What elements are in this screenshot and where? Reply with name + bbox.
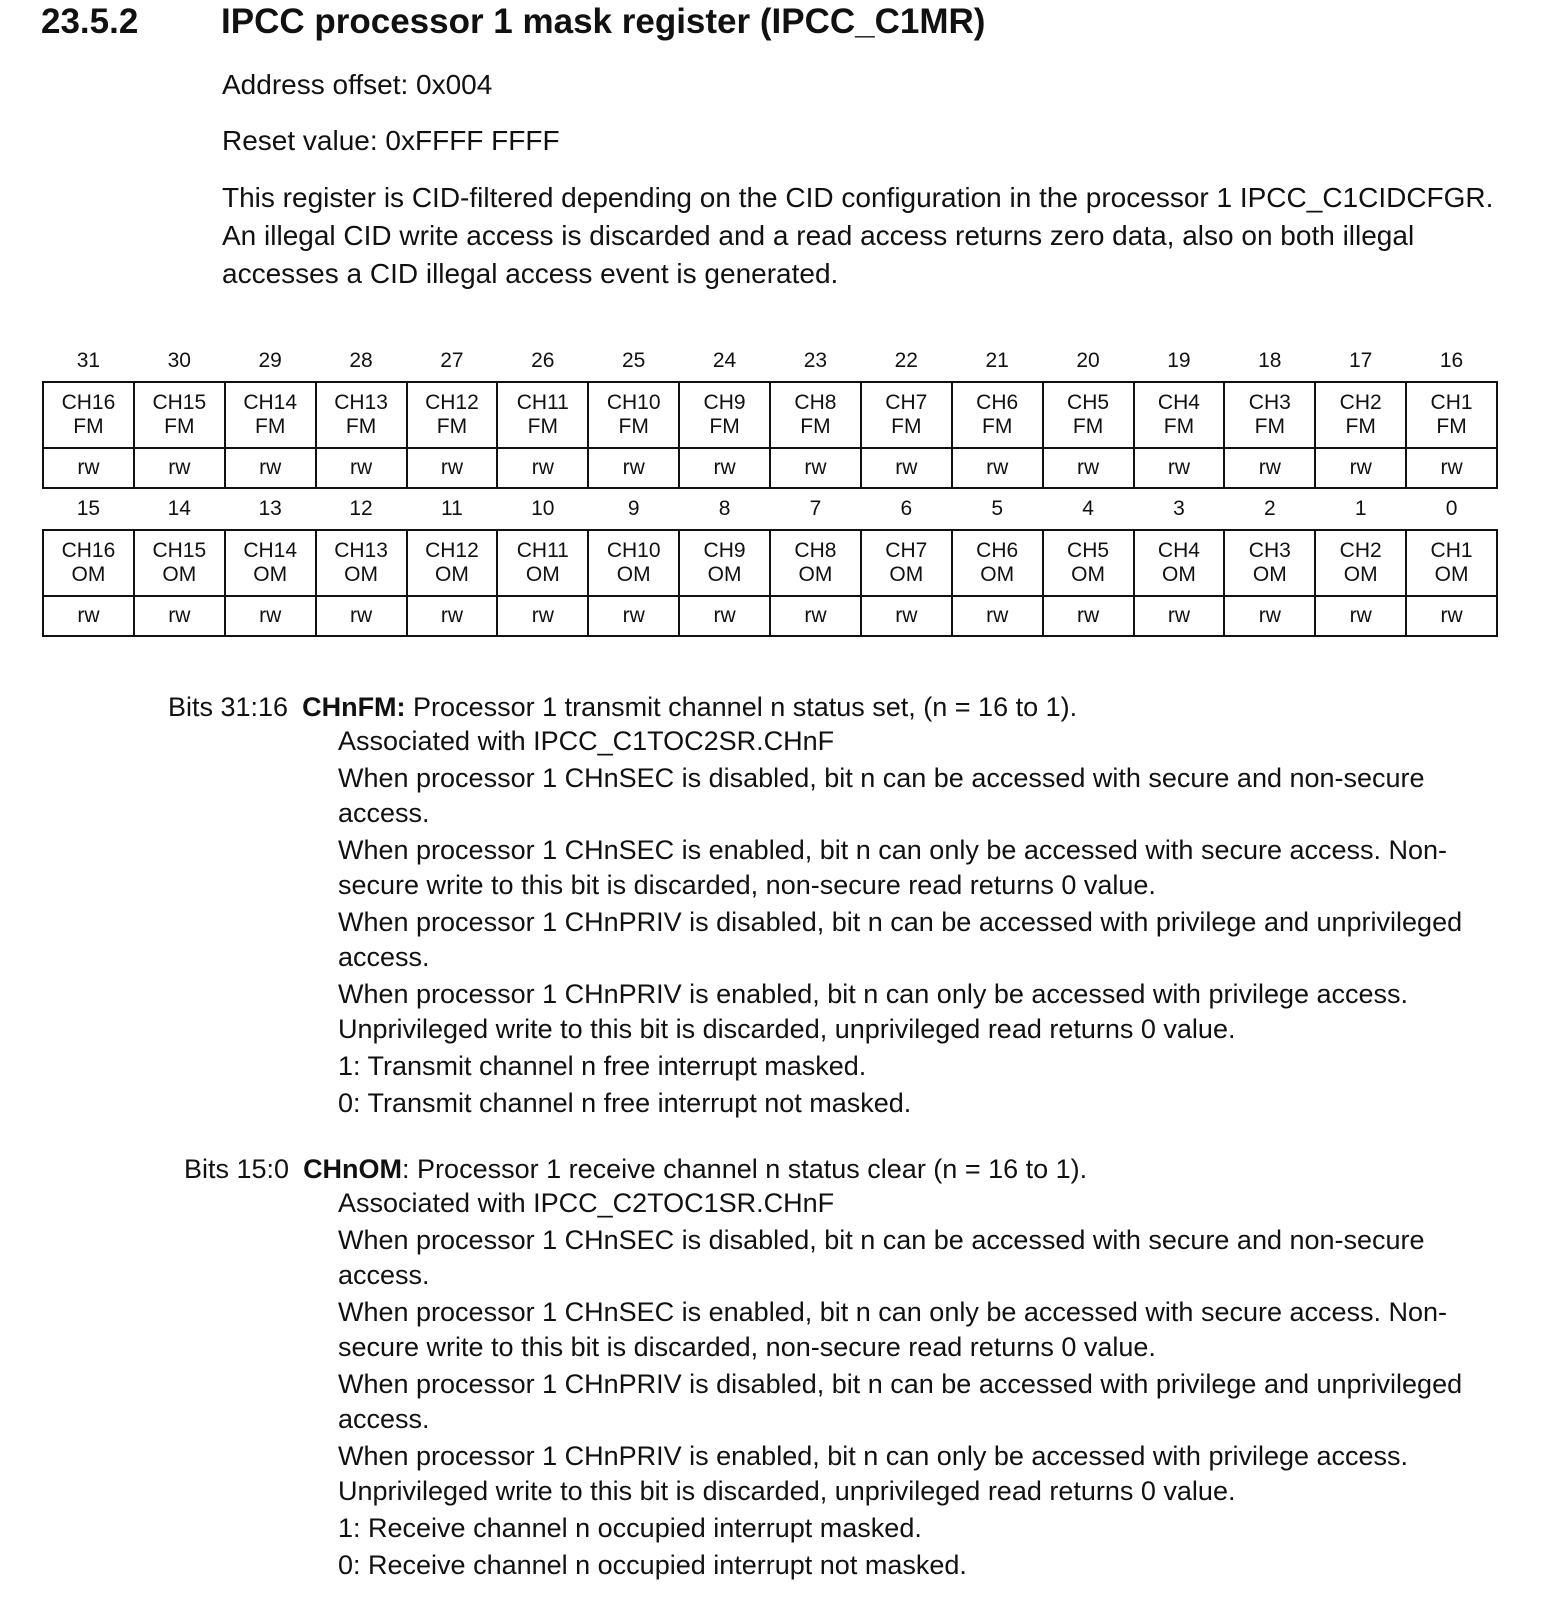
field-suffix: OM: [71, 563, 106, 586]
field-cell: [770, 382, 861, 448]
bit-number: 13: [258, 497, 282, 520]
field-cell: [43, 382, 134, 448]
access-type: rw: [1406, 596, 1497, 636]
field-channel: CH4: [1157, 391, 1200, 414]
bit-number: 9: [627, 497, 640, 520]
field-channel: CH10: [606, 391, 661, 414]
access-row: [43, 596, 1497, 636]
field-cell: [952, 382, 1043, 448]
bit-number: 10: [531, 497, 555, 520]
bit-number: 8: [718, 497, 731, 520]
field-channel: CH2: [1339, 391, 1382, 414]
access-type: rw: [134, 448, 225, 488]
field-cell: [1043, 382, 1134, 448]
access-type: rw: [679, 596, 770, 636]
section-title: IPCC processor 1 mask register (IPCC_C1MR): [221, 2, 986, 41]
field-cell: [679, 382, 770, 448]
field-suffix: OM: [889, 563, 924, 586]
field-channel: CH12: [425, 391, 479, 414]
field-suffix: FM: [709, 415, 740, 438]
field-cell: [1315, 382, 1406, 448]
field-suffix: FM: [618, 415, 649, 438]
bits-range: Bits 31:16: [168, 692, 289, 722]
field-suffix: OM: [525, 563, 560, 586]
field-cell: [316, 530, 407, 596]
field-suffix: FM: [982, 415, 1013, 438]
access-type: rw: [1043, 448, 1134, 488]
detail-line: Associated with IPCC_C2TOC1SR.CHnF: [338, 1188, 835, 1218]
field-cell: [134, 382, 225, 448]
field-channel: CH15: [152, 391, 207, 414]
field-cell: [316, 382, 407, 448]
bit-number: 19: [1167, 349, 1191, 372]
bit-number: 6: [900, 497, 913, 520]
field-cell: [1043, 530, 1134, 596]
field-suffix: FM: [255, 415, 286, 438]
field-suffix: OM: [707, 563, 742, 586]
access-row: [43, 448, 1497, 488]
access-type: rw: [952, 596, 1043, 636]
field-suffix: FM: [1345, 415, 1376, 438]
access-type: rw: [316, 448, 407, 488]
field-suffix: OM: [798, 563, 833, 586]
field-cell: [1406, 382, 1497, 448]
field-channel: CH10: [606, 539, 661, 562]
access-type: rw: [43, 448, 134, 488]
field-channel: CH1: [1430, 539, 1473, 562]
bit-number: 18: [1258, 349, 1282, 372]
field-cell: [497, 382, 588, 448]
field-suffix: FM: [527, 415, 558, 438]
access-type: rw: [952, 448, 1043, 488]
field-channel: CH3: [1248, 391, 1291, 414]
address-offset: Address offset: 0x004: [222, 69, 493, 100]
detail-line: 1: Receive channel n occupied interrupt masked.: [338, 1513, 922, 1543]
field-channel: CH1: [1430, 391, 1473, 414]
field-suffix: OM: [1252, 563, 1287, 586]
detail-line: When processor 1 CHnSEC is enabled, bit n can only be accessed with secure access. Non-secure write to this bit is discarded, non-secure read returns 0 value.: [338, 835, 1448, 900]
field-channel: CH3: [1248, 539, 1291, 562]
field-suffix: FM: [1254, 415, 1285, 438]
bit-number: 25: [622, 349, 646, 372]
field-cell: [1224, 382, 1315, 448]
access-type: rw: [1134, 596, 1225, 636]
field-summary: : Processor 1 receive channel n status clear (n = 16 to 1).: [402, 1154, 1088, 1184]
field-cell: [1315, 530, 1406, 596]
field-suffix: FM: [164, 415, 195, 438]
field-channel: CH9: [703, 539, 746, 562]
bit-number: 20: [1076, 349, 1100, 372]
section-number: 23.5.2: [41, 2, 139, 41]
bit-number: 0: [1445, 497, 1458, 520]
register-description: This register is CID-filtered depending on the CID configuration in the processor 1 IPCC_C1CIDCFGR. An illegal CID write access is discarded and a read access returns zero data, also on both illegal accesses a CID illegal access event is generated.: [222, 182, 1494, 289]
field-channel: CH8: [794, 391, 837, 414]
field-suffix: FM: [1436, 415, 1467, 438]
detail-line: When processor 1 CHnPRIV is disabled, bit n can be accessed with privilege and unprivileged access.: [338, 907, 1463, 972]
field-name: CHnFM:: [302, 692, 406, 722]
bit-number: 28: [349, 349, 373, 372]
field-channel: CH11: [516, 539, 569, 562]
detail-line: When processor 1 CHnSEC is enabled, bit n can only be accessed with secure access. Non-secure write to this bit is discarded, non-secure read returns 0 value.: [338, 1297, 1448, 1362]
bit-number: 24: [712, 349, 737, 372]
field-cell: [407, 530, 498, 596]
field-cell: [225, 382, 316, 448]
access-type: rw: [497, 596, 588, 636]
field-cell: [134, 530, 225, 596]
bit-number-row: [43, 341, 1497, 382]
bit-number: 29: [258, 349, 282, 372]
field-channel: CH6: [976, 539, 1019, 562]
bits-15-0-header: [184, 1152, 1087, 1186]
field-suffix: FM: [345, 415, 377, 438]
access-type: rw: [679, 448, 770, 488]
access-type: rw: [770, 596, 861, 636]
field-channel: CH2: [1339, 539, 1382, 562]
bit-number: 2: [1263, 497, 1276, 520]
detail-line: When processor 1 CHnPRIV is enabled, bit n can only be accessed with privilege access. Unprivileged write to this bit is discarded, unprivileged read returns 0 value.: [338, 979, 1409, 1044]
field-suffix: OM: [1343, 563, 1378, 586]
field-cell: [679, 530, 770, 596]
field-suffix: FM: [436, 415, 468, 438]
field-cell: [1406, 530, 1497, 596]
access-type: rw: [1315, 596, 1406, 636]
field-name-row: [43, 382, 1497, 448]
field-suffix: OM: [1434, 563, 1469, 586]
access-type: rw: [134, 596, 225, 636]
detail-line: When processor 1 CHnSEC is disabled, bit n can be accessed with secure and non-secure access.: [338, 763, 1425, 828]
detail-line: When processor 1 CHnSEC is disabled, bit n can be accessed with secure and non-secure access.: [338, 1225, 1425, 1290]
detail-line: 0: Transmit channel n free interrupt not masked.: [338, 1088, 912, 1118]
bit-number: 22: [894, 349, 918, 372]
field-cell: [588, 530, 679, 596]
bit-number-row: [43, 488, 1497, 530]
field-channel: CH16: [61, 539, 116, 562]
access-type: rw: [497, 448, 588, 488]
field-suffix: OM: [435, 563, 469, 586]
field-channel: CH12: [425, 539, 479, 562]
bits-range: Bits 15:0: [184, 1154, 290, 1184]
access-type: rw: [225, 448, 316, 488]
field-summary: Processor 1 transmit channel n status set, (n = 16 to 1).: [405, 692, 1078, 722]
detail-line: 0: Receive channel n occupied interrupt not masked.: [338, 1550, 967, 1580]
access-type: rw: [1224, 596, 1315, 636]
bit-number: 23: [803, 349, 828, 372]
field-cell: [1134, 530, 1225, 596]
detail-line: When processor 1 CHnPRIV is disabled, bit n can be accessed with privilege and unprivileged access.: [338, 1369, 1463, 1434]
field-suffix: OM: [1071, 563, 1105, 586]
field-channel: CH14: [243, 539, 298, 562]
field-cell: [43, 530, 134, 596]
field-cell: [1224, 530, 1315, 596]
bit-number: 16: [1439, 349, 1464, 372]
access-type: rw: [1043, 596, 1134, 636]
bits-31-16-header: [168, 690, 1077, 724]
bit-number: 11: [441, 497, 463, 520]
bit-number: 12: [349, 497, 373, 520]
field-channel: CH8: [794, 539, 837, 562]
access-type: rw: [588, 448, 679, 488]
detail-line: When processor 1 CHnPRIV is enabled, bit n can only be accessed with privilege access. Unprivileged write to this bit is discarded, unprivileged read returns 0 value.: [338, 1441, 1409, 1506]
field-suffix: FM: [1072, 415, 1104, 438]
field-channel: CH13: [334, 391, 388, 414]
field-suffix: OM: [980, 563, 1015, 586]
field-cell: [952, 530, 1043, 596]
field-suffix: FM: [1163, 415, 1195, 438]
field-channel: CH7: [885, 391, 928, 414]
bit-number: 7: [809, 497, 822, 520]
bits-15-0-details: [338, 1186, 1508, 1585]
access-type: rw: [1406, 448, 1497, 488]
bit-number: 1: [1354, 497, 1367, 520]
field-channel: CH16: [61, 391, 116, 414]
access-type: rw: [1134, 448, 1225, 488]
bit-number: 31: [76, 349, 101, 372]
field-cell: [861, 530, 952, 596]
field-suffix: OM: [162, 563, 197, 586]
bit-number: 17: [1349, 349, 1373, 372]
access-type: rw: [1315, 448, 1406, 488]
access-type: rw: [407, 596, 498, 636]
detail-line: Associated with IPCC_C1TOC2SR.CHnF: [338, 726, 835, 756]
bit-number: 21: [985, 349, 1009, 372]
access-type: rw: [316, 596, 407, 636]
field-suffix: FM: [800, 415, 831, 438]
field-channel: CH5: [1067, 391, 1110, 414]
reset-value: Reset value: 0xFFFF FFFF: [222, 125, 560, 156]
access-type: rw: [588, 596, 679, 636]
field-suffix: FM: [891, 415, 922, 438]
bit-number: 3: [1173, 497, 1185, 520]
field-channel: CH14: [243, 391, 298, 414]
field-channel: CH7: [885, 539, 928, 562]
field-suffix: OM: [344, 563, 378, 586]
bit-number: 27: [440, 349, 464, 372]
field-suffix: OM: [1162, 563, 1196, 586]
field-cell: [588, 382, 679, 448]
access-type: rw: [770, 448, 861, 488]
field-channel: CH6: [976, 391, 1019, 414]
access-type: rw: [861, 448, 952, 488]
bit-number: 4: [1082, 497, 1094, 520]
bit-number: 26: [531, 349, 555, 372]
register-bit-table: [42, 341, 1498, 637]
bit-number: 5: [991, 497, 1004, 520]
field-cell: [861, 382, 952, 448]
access-type: rw: [1224, 448, 1315, 488]
field-channel: CH15: [152, 539, 207, 562]
field-name: CHnOM: [303, 1154, 403, 1184]
bit-number: 15: [76, 497, 101, 520]
bit-number: 30: [167, 349, 191, 372]
field-channel: CH11: [516, 391, 569, 414]
field-channel: CH13: [334, 539, 388, 562]
field-channel: CH9: [703, 391, 746, 414]
bit-number: 14: [167, 497, 191, 520]
field-name-row: [43, 530, 1497, 596]
field-suffix: FM: [73, 415, 104, 438]
detail-line: 1: Transmit channel n free interrupt masked.: [338, 1051, 867, 1081]
field-cell: [1134, 382, 1225, 448]
access-type: rw: [43, 596, 134, 636]
field-cell: [497, 530, 588, 596]
access-type: rw: [225, 596, 316, 636]
field-cell: [770, 530, 861, 596]
field-cell: [407, 382, 498, 448]
bits-31-16-details: [338, 724, 1508, 1123]
field-suffix: OM: [253, 563, 288, 586]
field-channel: CH5: [1067, 539, 1110, 562]
field-suffix: OM: [616, 563, 651, 586]
access-type: rw: [407, 448, 498, 488]
field-channel: CH4: [1157, 539, 1200, 562]
access-type: rw: [861, 596, 952, 636]
field-cell: [225, 530, 316, 596]
